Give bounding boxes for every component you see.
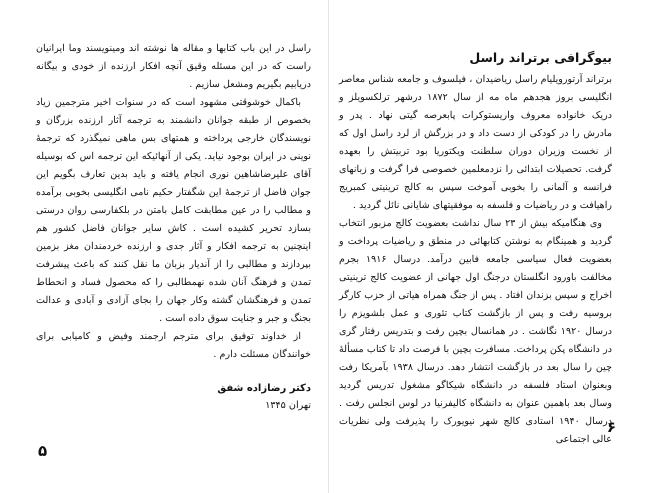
right-paragraph-2: وی هنگامیکه بیش از ۲۳ سال نداشت بعضویت کالج مزبور انتخاب گردید و همینگام به نوشتن کتابهائی در منطق و ریاضیات پرداخت و بعضویت فعال سیاسی جامعه فابین درآمد. درسال ۱۹۱۶ بجرم مخالفت باورود انگلستان درجنگ اول جهانی از عضویت کالج ترینیتی اخراج و سپس بزندان افتاد . پس از جنگ همراه هیاتی از حزب کارگر بروسیه رفت و پس از بازگشت کتاب تئوری و عمل بلشویزم را درسال ۱۹۲۰ نگاشت . در همانسال بچین رفت و بتدریس رفتار گری در دانشگاه پکن پرداخت. مسافرت بچین با فرصت داد تا کتاب مسألهٔ چین را سال بعد در بازگشت انتشار دهد. درسال ۱۹۳۸ بآمریکا رفت وبعنوان استاد فلسفه در دانشگاه شیکاگو مشغول تدریس گردید وسال بعد باهمین عنوان به دانشگاه کالیفرنیا در لوس انجلس رفت . درسال ۱۹۴۰ استادی کالج شهر نیویورک را پذیرفت ولی نظریات عالی اجتماعی (339, 218, 613, 445)
left-page-number: ۵ (38, 442, 48, 460)
signature-name: دکتر رضازاده شفق (217, 383, 311, 394)
right-paragraph-1: برتراند آرتورویلیام راسل ریاضیدان ، فیلسوف و جامعه شناس معاصر انگلیسی بروز هجدهم ماه مه از سال ۱۸۷۲ درشهر ترلکسویلز و دریک خانواده معروف واریستوکرات پابعرصه گیتی نهاد . پدر و مادرش را در کودکی از دست داد و در بزرگش از لرد راسل اول که از نخست وزیران دوران سلطنت ویکتوریا بود تربیتش را بعهده گرفت. تحصیلات ابتدائی را نزدمعلمین خصوصی فرا گرفت و زبانهای فرانسه و آلمانی را بخوبی آموخت سپس به کالج ترینیتی کمبریج راهیافت و در ریاضیات و فلسفه به موفقیتهای شایانی نائل گردید . (339, 74, 613, 211)
signature-block (36, 380, 311, 414)
right-page-number: ۶ (606, 418, 616, 436)
right-page (329, 0, 658, 493)
left-paragraph-2: باکمال خوشوقتی مشهود است که در سنوات اخیر مترجمین زیاد بخصوص از طبقه جوانان دانشمند به ترجمه آثار ارزنده بزرگان و نویسندگان خارجی پرداخته و همتهای بس ماهی نمیگذرد که ترجمهٔ نوینی در ایران بوجود نیاید. یکی از آنهائیکه این ترجمه اس که بوسیله آقای علیرضاشاهین نوری انجام یافته و باید بدین تعارف بگویم این جوان فاضل از ترجمهٔ این شگفتار حکیم نامی انگلیسی بخوبی برآمده و مطالب را در عین مطابقت کامل بامتن در بلکفارسی روان درستی بسازد تحریر کشیده است . کاش سایر جوانان فاضل کشور هم اینچنین به ترجمه افکار و آثار جدی و ارزنده خردمندان مغز بزمین بپردازند و مطالبی را از آندیار بزبان ما نقل کنند که باعث پیشرفت تمدن و فرهنگ آنان شده نهمطالبی را که محصول فساد و انحطاط تمدن و فرهنگشان گشته وکار جهان را بجای آزادی و آبادی و عدالت بجنگ و جبر و جنایت سوق داده است . (36, 97, 311, 324)
chapter-title: بیوگرافی برتراند راسل (469, 50, 612, 65)
signature-place-date: تهران ۱۳۴۵ (265, 400, 311, 411)
left-paragraph-3: از خداوند توفیق برای مترجم ارجمند وفیض و کامیابی برای خوانندگان مسئلت دارم . (36, 331, 311, 360)
left-paragraph-1: راسل در این باب کتابها و مقاله ها نوشته اند ومینویسند وما ایرانیان راست که در این مسئله وقیق آنچه افکار ارزنده از خودی و بیگانه دریابیم بگیریم ومشعل سازیم . (36, 43, 311, 90)
